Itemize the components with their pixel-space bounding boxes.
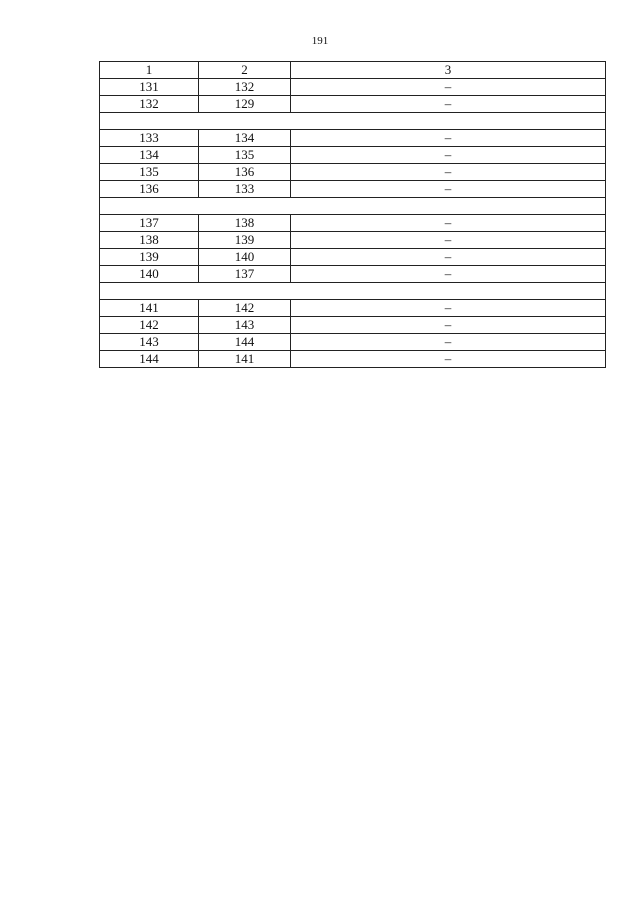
table-cell-col1: 134 [100, 147, 199, 164]
table-cell-col1: 139 [100, 249, 199, 266]
separator-row [100, 283, 606, 300]
table-cell-col1: 141 [100, 300, 199, 317]
table-row [100, 215, 606, 232]
table-cell-col3: – [291, 96, 606, 113]
data-table [99, 61, 606, 368]
table-row [100, 164, 606, 181]
table-row [100, 266, 606, 283]
table-cell-col2: 138 [199, 215, 291, 232]
table-cell-col3: – [291, 249, 606, 266]
table-cell-col3: – [291, 351, 606, 368]
header-cell-3: 3 [291, 62, 606, 79]
separator-row [100, 198, 606, 215]
table-cell-col2: 133 [199, 181, 291, 198]
table-cell-col2: 134 [199, 130, 291, 147]
table-cell-col2: 129 [199, 96, 291, 113]
table-row [100, 249, 606, 266]
table-cell-col3: – [291, 130, 606, 147]
table-cell-col1: 143 [100, 334, 199, 351]
table-cell-col3: – [291, 300, 606, 317]
table-cell-col1: 138 [100, 232, 199, 249]
table-cell-col3: – [291, 334, 606, 351]
table-cell-col3: – [291, 232, 606, 249]
table-cell-col2: 140 [199, 249, 291, 266]
table-row [100, 300, 606, 317]
table-cell-col2: 143 [199, 317, 291, 334]
table-row [100, 351, 606, 368]
table-row [100, 96, 606, 113]
table-cell-col1: 140 [100, 266, 199, 283]
separator-cell [100, 198, 606, 215]
table-cell-col3: – [291, 79, 606, 96]
table-cell-col3: – [291, 164, 606, 181]
table-cell-col2: 137 [199, 266, 291, 283]
table-row [100, 79, 606, 96]
table-cell-col1: 136 [100, 181, 199, 198]
table-cell-col3: – [291, 266, 606, 283]
table-body [100, 62, 606, 368]
table-cell-col2: 139 [199, 232, 291, 249]
table-cell-col1: 142 [100, 317, 199, 334]
table-cell-col3: – [291, 147, 606, 164]
table-cell-col3: – [291, 181, 606, 198]
table-cell-col2: 135 [199, 147, 291, 164]
table-header-row [100, 62, 606, 79]
header-cell-2: 2 [199, 62, 291, 79]
table-row [100, 130, 606, 147]
table-cell-col1: 132 [100, 96, 199, 113]
table-cell-col1: 131 [100, 79, 199, 96]
table-row [100, 147, 606, 164]
table-cell-col1: 144 [100, 351, 199, 368]
table-cell-col2: 141 [199, 351, 291, 368]
separator-cell [100, 283, 606, 300]
table-cell-col1: 137 [100, 215, 199, 232]
table-row [100, 317, 606, 334]
table-cell-col2: 142 [199, 300, 291, 317]
page-number: 191 [311, 35, 329, 47]
table-cell-col3: – [291, 317, 606, 334]
table-cell-col1: 135 [100, 164, 199, 181]
table-cell-col3: – [291, 215, 606, 232]
table-row [100, 181, 606, 198]
separator-row [100, 113, 606, 130]
separator-cell [100, 113, 606, 130]
table-cell-col2: 132 [199, 79, 291, 96]
table-cell-col2: 144 [199, 334, 291, 351]
table-cell-col2: 136 [199, 164, 291, 181]
table-row [100, 334, 606, 351]
table-cell-col1: 133 [100, 130, 199, 147]
header-cell-1: 1 [100, 62, 199, 79]
table-row [100, 232, 606, 249]
